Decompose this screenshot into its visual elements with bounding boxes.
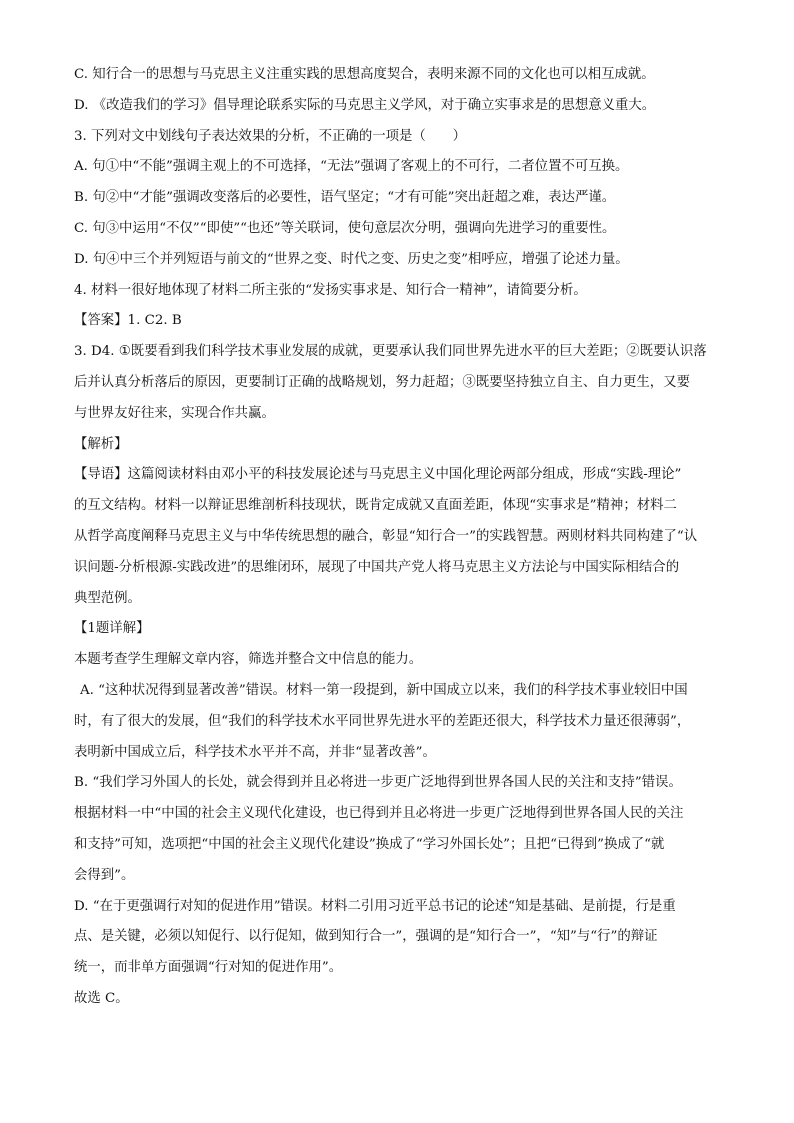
q1-detail-d-line-3: 统一，而非单方面强调“行对知的促进作用”。 <box>74 960 343 976</box>
intro-line-1: 【导语】这篇阅读材料由邓小平的科技发展论述与马克思主义中国化理论两部分组成，形成“实践-理论” <box>74 467 682 483</box>
q3-option-d-line: D. 句④中三个并列短语与前文的“世界之变、时代之变、历史之变”相呼应，增强了论述力量。 <box>74 251 629 267</box>
intro-line-3: 从哲学高度阐释马克思主义与中华传统思想的融合，彰显“知行合一”的实践智慧。两则材料共同构建了“认 <box>74 528 698 544</box>
document-page <box>74 60 724 1015</box>
intro-line-4: 识问题-分析根源-实践改进”的思维闭环，展现了中国共产党人将马克思主义方法论与中国实际相结合的 <box>74 559 680 575</box>
q1-detail-b-line-2: 根据材料一中“中国的社会主义现代化建设，也已得到并且必将进一步更广泛地得到世界各国人民的关注 <box>74 806 684 822</box>
answer-line-1: 3. D4. ①既要看到我们科学技术事业发展的成就，更要承认我们同世界先进水平的巨大差距；②既要认识落 <box>74 344 707 360</box>
q3-option-b-line: B. 句②中“才能”强调改变落后的必要性，语气坚定；“才有可能”突出赶超之难，表达严谨。 <box>74 190 616 206</box>
q1-detail-heading-line: 【1题详解】 <box>74 621 150 637</box>
intro-line-2: 的互文结构。材料一以辩证思维剖析科技现状，既肯定成就又直面差距，体现“实事求是”精神；材料二 <box>74 498 677 514</box>
q1-detail-a-line-3: 表明新中国成立后，科学技术水平并不高，并非“显著改善”。 <box>74 744 436 760</box>
q3-option-c-line: C. 句③中运用“不仅”“即使”“也还”等关联词，使句意层次分明，强调向先进学习的重要性。 <box>74 220 616 236</box>
option-d-line: D. 《改造我们的学习》倡导理论联系实际的马克思主义学风，对于确立实事求是的思想意义重大。 <box>74 97 656 113</box>
q1-detail-b-line-1: B. “我们学习外国人的长处，就会得到并且必将进一步更广泛地得到世界各国人民的关注和支持”错误。 <box>74 775 682 791</box>
q1-detail-d-line-1: D. “在于更强调行对知的促进作用”错误。材料二引用习近平总书记的论述“知是基础、是前提，行是重 <box>74 898 676 914</box>
q3-option-a-line: A. 句①中“不能”强调主观上的不可选择，“无法”强调了客观上的不可行，二者位置不可互换。 <box>74 159 629 175</box>
q1-detail-line-1: 本题考查学生理解文章内容，筛选并整合文中信息的能力。 <box>74 652 423 668</box>
analysis-heading-line: 【解析】 <box>74 436 128 452</box>
q1-detail-b-line-3: 和支持”可知，选项把“中国的社会主义现代化建设”换成了“学习外国长处”；且把“已得到”换成了“就 <box>74 836 665 852</box>
q1-conclusion-line: 故选 C。 <box>74 990 129 1006</box>
option-c-line: C. 知行合一的思想与马克思主义注重实践的思想高度契合，表明来源不同的文化也可以相互成就。 <box>74 67 655 82</box>
question-3-line: 3. 下列对文中划线句子表达效果的分析，不正确的一项是（ ） <box>74 128 466 144</box>
question-4-line: 4. 材料一很好地体现了材料二所主张的“发扬实事求是、知行合一精神”，请简要分析。 <box>74 282 587 298</box>
answer-line-3: 与世界友好往来，实现合作共赢。 <box>74 405 275 421</box>
q1-detail-a-line-1: A. “这种状况得到显著改善”错误。材料一第一段提到，新中国成立以来，我们的科学技术事业较旧中国 <box>80 682 688 698</box>
q1-detail-d-line-2: 点、是关键，必须以知促行、以行促知，做到知行合一”，强调的是“知行合一”，“知”与“行”的辩证 <box>74 929 658 945</box>
q1-detail-a-line-2: 时，有了很大的发展，但“我们的科学技术水平同世界先进水平的差距还很大，科学技术力量还很薄弱”， <box>74 713 691 729</box>
answer-line-2: 后并认真分析落后的原因，更要制订正确的战略规划，努力赶超；③既要坚持独立自主、自力更生，又要 <box>74 374 690 390</box>
answer-heading-line: 【答案】1. C2. B <box>74 313 182 329</box>
q1-detail-b-line-4: 会得到”。 <box>74 867 135 883</box>
intro-line-5: 典型范例。 <box>74 590 141 606</box>
